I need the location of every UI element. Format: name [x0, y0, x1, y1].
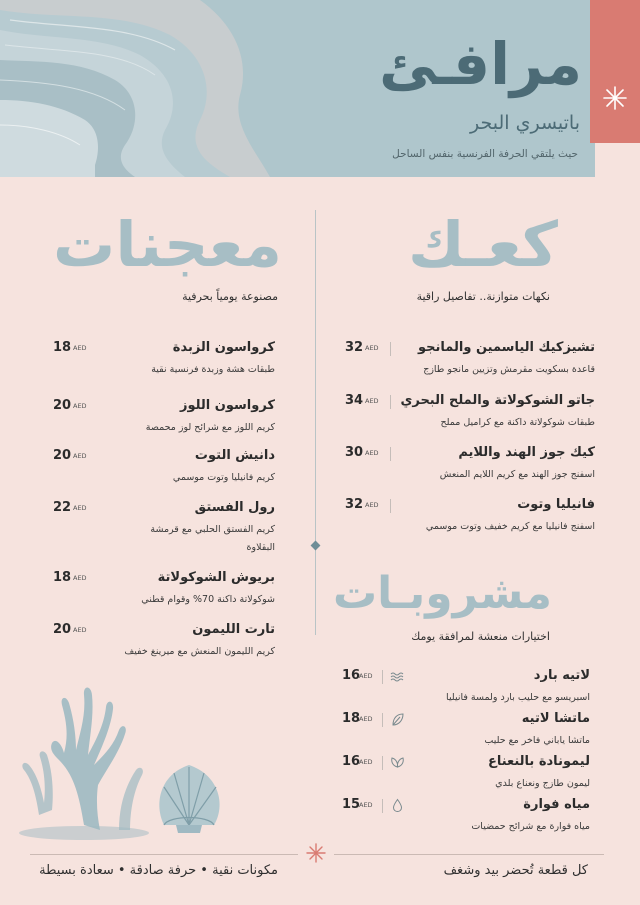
- item-price: 18: [53, 340, 72, 355]
- item-currency: AED: [73, 402, 87, 410]
- item-description: قاعدة بسكويت مقرمش وتزيين مانجو طازج: [423, 364, 595, 375]
- item-description: اسفنج جوز الهند مع كريم اللايم المنعش: [439, 469, 595, 480]
- menu-item-pastry: [50, 448, 275, 488]
- coral-tab: [590, 0, 640, 143]
- price-separator: [382, 799, 383, 813]
- price-separator: [390, 499, 391, 513]
- item-description: ليمون طازج ونعناع بلدي: [495, 778, 590, 789]
- price-separator: [390, 395, 391, 409]
- item-price: 22: [53, 500, 72, 515]
- wave-decoration: [0, 0, 270, 177]
- menu-item-pastry: [50, 340, 275, 380]
- menu-item-pastry: [50, 622, 275, 662]
- divider-dot: [311, 541, 321, 551]
- item-name: كرواسون الزبدة: [172, 340, 275, 355]
- item-currency: AED: [73, 344, 87, 352]
- item-description: كريم فانيليا وتوت موسمي: [172, 472, 275, 483]
- cakes-subheading: نكهات متوازنة.. تفاصيل راقية: [416, 290, 550, 303]
- item-currency: AED: [359, 715, 373, 723]
- menu-item-drink: [340, 711, 590, 751]
- pastries-subheading: مصنوعة يومياً بحرفية: [182, 290, 278, 303]
- item-name: رول الفستق: [194, 500, 275, 515]
- item-name: جاتو الشوكولاتة والملح البحري: [400, 393, 595, 408]
- item-name: ليمونادة بالنعناع: [487, 754, 590, 769]
- item-description: ماتشا ياباني فاخر مع حليب: [484, 735, 590, 746]
- item-price: 30: [345, 445, 364, 460]
- item-price: 18: [53, 570, 72, 585]
- item-price: 20: [53, 622, 72, 637]
- menu-item-cake: [335, 445, 595, 485]
- item-description: كريم الليمون المنعش مع ميرينغ خفيف: [124, 646, 275, 657]
- brand-title: مرافـئ: [379, 30, 582, 98]
- footer-line-right: [334, 854, 604, 855]
- price-separator: [382, 756, 383, 770]
- price-separator: [382, 670, 383, 684]
- item-currency: AED: [365, 344, 379, 352]
- price-separator: [390, 342, 391, 356]
- pastries-heading: معجنات: [53, 208, 282, 281]
- item-price: 34: [345, 393, 364, 408]
- drinks-subheading: اختيارات منعشة لمرافقة يومك: [411, 630, 550, 643]
- star-icon: [305, 842, 327, 864]
- item-price: 16: [342, 668, 361, 683]
- item-name: مياه فوارة: [523, 797, 590, 812]
- item-price: 18: [342, 711, 361, 726]
- footer-line-left: [30, 854, 298, 855]
- item-currency: AED: [73, 452, 87, 460]
- price-separator: [390, 447, 391, 461]
- item-currency: AED: [359, 758, 373, 766]
- item-currency: AED: [359, 672, 373, 680]
- item-currency: AED: [359, 801, 373, 809]
- menu-item-cake: [335, 497, 595, 537]
- item-description: شوكولاتة داكنة 70% وقوام قطني: [141, 594, 275, 605]
- item-price: 20: [53, 448, 72, 463]
- coral-and-shell-illustration: [14, 665, 259, 840]
- item-description: اسفنج فانيليا مع كريم خفيف وتوت موسمي: [425, 521, 595, 532]
- item-price: 15: [342, 797, 361, 812]
- item-price: 32: [345, 340, 364, 355]
- drinks-heading: مشروبـات: [332, 568, 552, 619]
- menu-item-cake: [335, 340, 595, 380]
- column-divider: [315, 210, 316, 635]
- price-separator: [382, 713, 383, 727]
- menu-item-pastry: [50, 570, 275, 610]
- item-currency: AED: [73, 626, 87, 634]
- item-description: طبقات هشة وزبدة فرنسية نقية: [151, 364, 275, 375]
- item-currency: AED: [365, 501, 379, 509]
- item-price: 32: [345, 497, 364, 512]
- item-name: تشيزكيك الياسمين والمانجو: [418, 340, 595, 355]
- item-currency: AED: [73, 504, 87, 512]
- item-name: تارت الليمون: [192, 622, 275, 637]
- menu-item-drink: [340, 668, 590, 708]
- item-name: كرواسون اللوز: [179, 398, 275, 413]
- menu-item-drink: [340, 754, 590, 794]
- item-name: دانيش التوت: [194, 448, 275, 463]
- item-description: كريم اللوز مع شرائح لوز محمصة: [145, 422, 275, 433]
- item-name: بريوش الشوكولاتة: [157, 570, 275, 585]
- item-description: كريم الفستق الحلبي مع قرمشة البقلاوة: [150, 524, 275, 553]
- star-icon: [602, 85, 628, 111]
- cakes-heading: كعـك: [408, 208, 558, 281]
- leaf-icon: [390, 712, 405, 727]
- item-price: 20: [53, 398, 72, 413]
- menu-item-cake: [335, 393, 595, 433]
- mint-leaves-icon: [390, 755, 405, 770]
- footer-slogan: كل قطعة تُحضر بيد وشغف: [443, 863, 588, 878]
- menu-item-pastry: [50, 398, 275, 438]
- item-currency: AED: [365, 397, 379, 405]
- item-name: كيك جوز الهند واللايم: [458, 445, 595, 460]
- item-description: طبقات شوكولاتة داكنة مع كراميل مملح: [440, 417, 595, 428]
- menu-item-drink: [340, 797, 590, 837]
- item-name: ماتشا لاتيه: [521, 711, 590, 726]
- menu-item-pastry: [50, 500, 275, 555]
- item-currency: AED: [365, 449, 379, 457]
- item-name: لاتيه بارد: [533, 668, 590, 683]
- item-description: اسبريسو مع حليب بارد ولمسة فانيليا: [446, 692, 590, 703]
- item-description: مياه فوارة مع شرائح حمضيات: [471, 821, 590, 832]
- waves-icon: [390, 669, 405, 684]
- brand-tagline: حيث يلتقي الحرفة الفرنسية بنفس الساحل: [392, 148, 578, 160]
- footer-values: مكونات نقية • حرفة صادقة • سعادة بسيطة: [39, 863, 278, 878]
- item-currency: AED: [73, 574, 87, 582]
- water-drop-icon: [390, 798, 405, 813]
- item-name: فانيليا وتوت: [517, 497, 595, 512]
- brand-subtitle: باتيسري البحر: [470, 112, 580, 134]
- item-price: 16: [342, 754, 361, 769]
